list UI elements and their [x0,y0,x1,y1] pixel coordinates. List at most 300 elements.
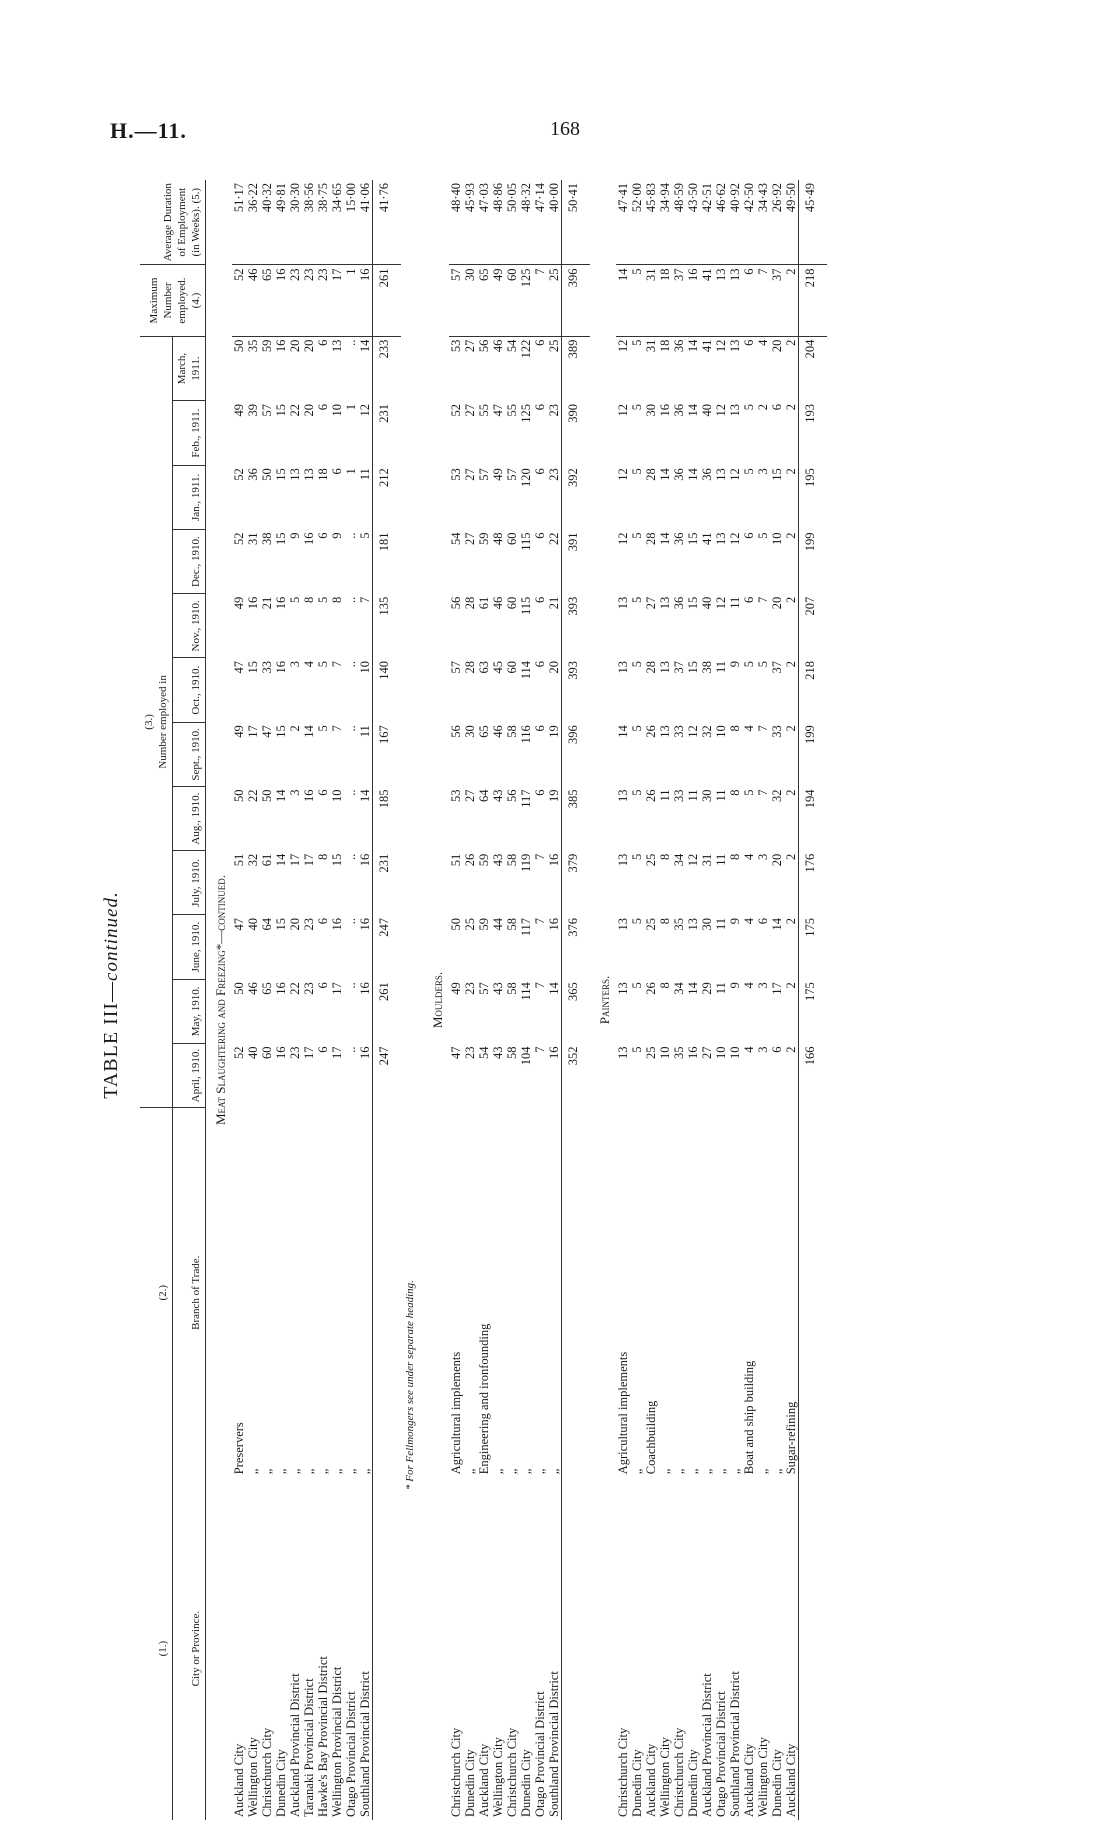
table-row [547,180,562,1820]
month-value-cell: 12 [616,532,630,545]
month-value-cell: 64 [477,789,491,802]
month-value-cell: 27 [463,532,477,545]
month-value-cell: 6 [316,404,330,411]
month-value-cell: 11 [714,982,728,995]
month-header: Jan., 1911. [173,465,206,529]
month-value-cell: 13 [616,918,630,931]
month-value-cell: 43 [491,853,505,867]
month-value-cell: 15 [274,404,288,417]
month-value-cell: 30 [644,404,658,417]
month-value-cell: 46 [491,339,505,353]
month-value-cell: 54 [505,339,519,353]
month-value-cell: 5 [630,532,644,539]
month-value-cell: 49 [491,468,505,481]
total-value-cell: 392 [562,465,591,529]
month-value-cell: 17 [246,725,260,738]
month-value-cell: 9 [288,532,302,539]
month-value-cell: 34 [672,853,686,867]
month-value-cell: 49 [232,596,246,610]
month-value-cell: 26 [644,789,658,802]
branch-cell: „ [756,1468,770,1475]
month-value-cell: 4 [302,661,316,668]
total-value-cell: 204 [799,336,828,401]
month-value-cell: 6 [742,596,756,603]
month-value-cell: 47 [260,725,274,738]
month-value-cell: 52 [232,1046,246,1059]
month-value-cell: 53 [449,468,463,481]
month-value-cell: 14 [686,982,700,995]
city-cell: Christchurch City [672,1727,686,1817]
month-value-cell: 122 [519,339,533,359]
section-heading-row [423,180,449,1820]
month-value-cell: 15 [330,853,344,867]
month-value-cell: 5 [630,725,644,732]
branch-cell: Coachbuilding [644,1400,658,1475]
max-employed-cell: 13 [728,265,742,336]
month-header: May, 1910. [173,979,206,1043]
month-value-cell: 12 [616,404,630,417]
total-value-cell: 261 [373,979,402,1043]
month-value-cell: 11 [728,596,742,609]
month-value-cell: 37 [770,661,784,674]
month-value-cell: 57 [449,661,463,674]
month-value-cell: 36 [672,404,686,417]
month-value-cell: 13 [616,1046,630,1059]
month-value-cell: 12 [714,404,728,417]
month-value-cell: 6 [316,918,330,925]
month-value-cell: 5 [756,661,770,668]
month-value-cell: 45 [491,661,505,674]
month-value-cell: 40 [700,596,714,610]
month-value-cell: 10 [330,789,344,802]
month-value-cell: 36 [672,468,686,481]
month-value-cell: 5 [358,532,372,539]
month-value-cell: 48 [491,532,505,545]
branch-cell: Sugar-refining [784,1401,798,1475]
month-value-cell: 2 [784,661,798,668]
month-value-cell: 2 [784,404,798,411]
month-value-cell: 14 [358,339,372,353]
month-value-cell: 60 [505,596,519,610]
month-value-cell: 23 [302,982,316,995]
table-row [232,180,246,1820]
month-value-cell: 11 [714,661,728,674]
avg-duration-cell: 15·00 [344,180,358,265]
max-employed-cell: 30 [463,265,477,336]
employment-table [140,180,827,1820]
month-value-cell: 28 [463,661,477,674]
month-value-cell: 27 [463,339,477,353]
month-value-cell: 19 [547,789,561,802]
month-value-cell: 54 [477,1046,491,1059]
month-value-cell: 56 [449,725,463,738]
branch-cell: „ [533,1468,547,1475]
month-value-cell: 55 [477,404,491,417]
total-value-cell: 166 [799,1044,828,1108]
month-value-cell: 40 [246,918,260,931]
month-value-cell: 30 [700,789,714,802]
month-value-cell: 43 [491,982,505,995]
month-value-cell: 8 [728,725,742,732]
month-value-cell: 16 [358,1046,372,1059]
month-value-cell: 56 [449,596,463,610]
month-value-cell: 20 [770,339,784,353]
month-value-cell: 10 [358,661,372,674]
month-value-cell: 63 [477,661,491,674]
total-value-cell: 396 [562,722,591,786]
section-title: Painters. [597,975,612,1025]
total-value-cell: 365 [562,979,591,1043]
month-value-cell: 6 [533,339,547,346]
branch-cell: Boat and ship building [742,1360,756,1475]
month-value-cell: 17 [330,1046,344,1059]
month-value-cell: 12 [616,468,630,481]
max-employed-cell: 65 [477,265,491,336]
city-cell: Taranaki Provincial District [302,1678,316,1817]
month-value-cell: 11 [358,468,372,481]
month-value-cell: 15 [246,661,260,674]
total-value-cell: 194 [799,787,828,851]
max-employed-cell: 23 [316,265,330,336]
total-value-cell: 393 [562,658,591,722]
month-value-cell: 25 [644,1046,658,1059]
month-value-cell: 55 [505,404,519,417]
city-cell: Auckland City [232,1743,246,1817]
avg-duration-cell: 40·92 [728,180,742,265]
avg-duration-cell: 43·50 [686,180,700,265]
month-value-cell: 12 [728,468,742,481]
month-value-cell: 52 [232,468,246,481]
month-value-cell: 125 [519,404,533,423]
month-value-cell: 16 [330,918,344,931]
month-value-cell: 28 [644,661,658,674]
month-value-cell: 21 [260,596,274,610]
month-value-cell: 2 [288,725,302,732]
city-cell: Dunedin City [686,1749,700,1817]
month-value-cell: 18 [658,339,672,353]
month-value-cell: 6 [533,404,547,411]
month-value-cell: 58 [505,918,519,931]
month-value-cell: 15 [274,725,288,738]
total-value-cell: 176 [799,851,828,915]
month-value-cell: 22 [288,404,302,417]
month-value-cell: 16 [274,339,288,353]
month-value-cell: 13 [658,725,672,738]
total-value-cell: 352 [562,1044,591,1108]
month-value-cell: 26 [463,853,477,867]
table-row [246,180,260,1820]
month-value-cell: 47 [232,918,246,931]
month-value-cell: 6 [533,468,547,475]
month-value-cell: 6 [316,789,330,796]
month-value-cell: .. [344,789,358,796]
month-value-cell: 13 [616,853,630,867]
city-cell: Auckland Provincial District [288,1673,302,1817]
month-value-cell: 9 [330,532,344,539]
month-value-cell: 14 [658,468,672,481]
month-value-cell: 23 [547,468,561,481]
month-value-cell: 15 [274,468,288,481]
month-value-cell: 32 [246,853,260,867]
month-value-cell: 13 [616,661,630,674]
table-row [770,180,784,1820]
table-row [658,180,672,1820]
total-value-cell: 389 [562,336,591,401]
avg-duration-cell: 45·83 [644,180,658,265]
table-row [288,180,302,1820]
month-value-cell: 8 [658,982,672,989]
month-value-cell: 9 [728,918,742,925]
branch-cell: „ [491,1468,505,1475]
table-row [358,180,373,1820]
avg-duration-cell: 34·65 [330,180,344,265]
month-value-cell: 5 [630,661,644,668]
month-value-cell: 11 [358,725,372,738]
month-value-cell: 22 [246,789,260,802]
month-value-cell: 57 [260,404,274,417]
month-value-cell: 54 [449,532,463,545]
avg-duration-cell: 48·32 [519,180,533,265]
month-value-cell: 20 [547,661,561,674]
month-value-cell: 5 [742,789,756,796]
branch-cell: „ [316,1468,330,1475]
table-row [742,180,756,1820]
month-value-cell: 10 [330,404,344,417]
city-cell: Auckland City [742,1743,756,1817]
month-value-cell: 46 [246,982,260,995]
table-row [533,180,547,1820]
month-value-cell: 9 [728,661,742,668]
month-value-cell: 58 [505,1046,519,1059]
month-value-cell: 3 [288,789,302,796]
month-value-cell: 7 [533,982,547,989]
month-value-cell: 5 [288,596,302,603]
month-value-cell: 4 [756,339,770,346]
max-employed-cell: 7 [533,265,547,336]
total-value-cell: 218 [799,658,828,722]
month-value-cell: 115 [519,596,533,616]
max-employed-cell: 25 [547,265,562,336]
month-value-cell: 6 [330,468,344,475]
month-value-cell: 6 [533,661,547,668]
month-value-cell: 22 [547,532,561,545]
month-value-cell: 10 [714,725,728,738]
branch-cell: „ [672,1468,686,1475]
month-value-cell: 5 [630,1046,644,1053]
month-value-cell: 12 [686,725,700,738]
city-cell: Christchurch City [260,1727,274,1817]
month-value-cell: 16 [274,982,288,995]
month-value-cell: 36 [672,596,686,610]
total-value-cell: 193 [799,401,828,465]
branch-cell: „ [246,1468,260,1475]
month-value-cell: 14 [616,725,630,738]
max-employed-cell: 125 [519,265,533,336]
total-value-cell: 199 [799,530,828,594]
month-value-cell: 57 [477,982,491,995]
total-value-cell: 376 [562,915,591,979]
month-value-cell: 58 [505,982,519,995]
month-value-cell: 33 [672,789,686,802]
footnote-row [401,180,423,1820]
month-value-cell: 41 [700,339,714,353]
month-value-cell: 9 [728,982,742,989]
month-value-cell: 12 [358,404,372,417]
month-value-cell: 2 [784,596,798,603]
month-header: July, 1910. [173,851,206,915]
month-value-cell: 13 [714,468,728,481]
month-value-cell: 57 [477,468,491,481]
section-title: Meat Slaughtering and Freezing*—continued. [213,875,228,1125]
month-value-cell: 20 [288,339,302,353]
month-value-cell: 3 [756,853,770,860]
month-value-cell: 2 [784,853,798,860]
month-value-cell: 28 [644,532,658,545]
month-value-cell: 6 [533,532,547,539]
month-value-cell: 57 [505,468,519,481]
month-value-cell: 20 [302,404,316,417]
month-value-cell: 16 [246,596,260,610]
month-value-cell: 65 [477,725,491,738]
city-cell: Wellington City [658,1737,672,1817]
month-header: Dec., 1910. [173,530,206,594]
month-value-cell: 14 [770,918,784,931]
month-value-cell: 32 [770,789,784,802]
total-value-cell: 247 [373,915,402,979]
month-value-cell: 2 [784,918,798,925]
branch-cell: „ [714,1468,728,1475]
month-value-cell: 2 [784,1046,798,1053]
max-employed-cell: 23 [288,265,302,336]
page-header [110,118,1010,148]
month-value-cell: 11 [658,789,672,802]
max-employed-cell: 6 [742,265,756,336]
city-cell: Otago Provincial District [714,1691,728,1817]
total-value-cell: 195 [799,465,828,529]
total-value-cell: 247 [373,1044,402,1108]
month-value-cell: 6 [316,339,330,346]
total-value-cell: 391 [562,530,591,594]
month-value-cell: 13 [714,532,728,545]
month-value-cell: 16 [547,1046,561,1059]
month-value-cell: 33 [260,661,274,674]
month-value-cell: .. [344,918,358,925]
month-value-cell: .. [344,725,358,732]
table-row [644,180,658,1820]
month-value-cell: 12 [714,596,728,610]
month-value-cell: 8 [330,596,344,603]
month-value-cell: 2 [784,468,798,475]
month-value-cell: 16 [358,853,372,867]
month-value-cell: 25 [463,918,477,931]
month-value-cell: 41 [700,532,714,545]
month-value-cell: 23 [302,918,316,931]
month-value-cell: 33 [672,725,686,738]
city-cell: Southland Provincial District [728,1671,742,1817]
month-header: Sept., 1910. [173,722,206,786]
total-avg-cell: 50·41 [562,180,591,265]
month-value-cell: 13 [616,982,630,995]
branch-cell: „ [700,1468,714,1475]
branch-cell: „ [686,1468,700,1475]
avg-duration-cell: 40·32 [260,180,274,265]
avg-duration-cell: 41·06 [358,180,373,265]
month-value-cell: 20 [288,918,302,931]
month-value-cell: 60 [260,1046,274,1059]
month-value-cell: 15 [274,918,288,931]
month-value-cell: 6 [533,725,547,732]
month-header: Feb., 1911. [173,401,206,465]
month-value-cell: 13 [728,404,742,417]
month-value-cell: 47 [449,1046,463,1059]
month-value-cell: 22 [288,982,302,995]
month-value-cell: 35 [672,918,686,931]
table-row [519,180,533,1820]
month-value-cell: 47 [491,404,505,417]
table-row [477,180,491,1820]
month-value-cell: 14 [686,404,700,417]
month-value-cell: 5 [316,661,330,668]
month-value-cell: 10 [770,532,784,545]
total-value-cell: 231 [373,401,402,465]
month-header: June, 1910. [173,915,206,979]
max-employed-cell: 16 [274,265,288,336]
city-cell: Dunedin City [770,1749,784,1817]
branch-cell: Agricultural implements [616,1351,630,1475]
month-value-cell: 44 [491,918,505,931]
total-value-cell: 233 [373,336,402,401]
month-value-cell: 5 [742,404,756,411]
avg-duration-cell: 50·05 [505,180,519,265]
branch-cell: „ [358,1468,372,1475]
table-row [274,180,288,1820]
section-title: Moulders. [430,971,445,1029]
month-value-cell: 16 [686,1046,700,1059]
month-value-cell: 20 [770,596,784,610]
month-value-cell: 119 [519,853,533,873]
city-cell: Otago Provincial District [344,1691,358,1817]
month-value-cell: 16 [302,789,316,802]
city-cell: Southland Provincial District [547,1671,561,1817]
month-header: Aug., 1910. [173,787,206,851]
month-header: Nov., 1910. [173,594,206,658]
max-employed-cell: 5 [630,265,644,336]
city-cell: Otago Provincial District [533,1691,547,1817]
month-value-cell: 28 [644,468,658,481]
month-value-cell: 28 [463,596,477,610]
report-reference: H.—11. [110,118,187,143]
avg-duration-cell: 40·00 [547,180,562,265]
avg-duration-cell: 34·43 [756,180,770,265]
branch-cell: „ [630,1468,644,1475]
max-employed-cell: 65 [260,265,274,336]
branch-cell: „ [658,1468,672,1475]
branch-cell: Preservers [232,1422,246,1475]
month-value-cell: 53 [449,339,463,353]
month-value-cell: 7 [330,661,344,668]
month-value-cell: 15 [686,661,700,674]
col-branch-header: Branch of Trade. [173,1108,206,1478]
month-value-cell: 114 [519,661,533,680]
month-value-cell: 5 [630,982,644,989]
city-cell: Wellington Provincial District [330,1666,344,1817]
table-row [784,180,799,1820]
month-value-cell: 13 [302,468,316,481]
month-value-cell: 17 [302,853,316,867]
month-value-cell: 117 [519,918,533,937]
month-value-cell: 12 [686,853,700,867]
month-value-cell: 116 [519,725,533,744]
